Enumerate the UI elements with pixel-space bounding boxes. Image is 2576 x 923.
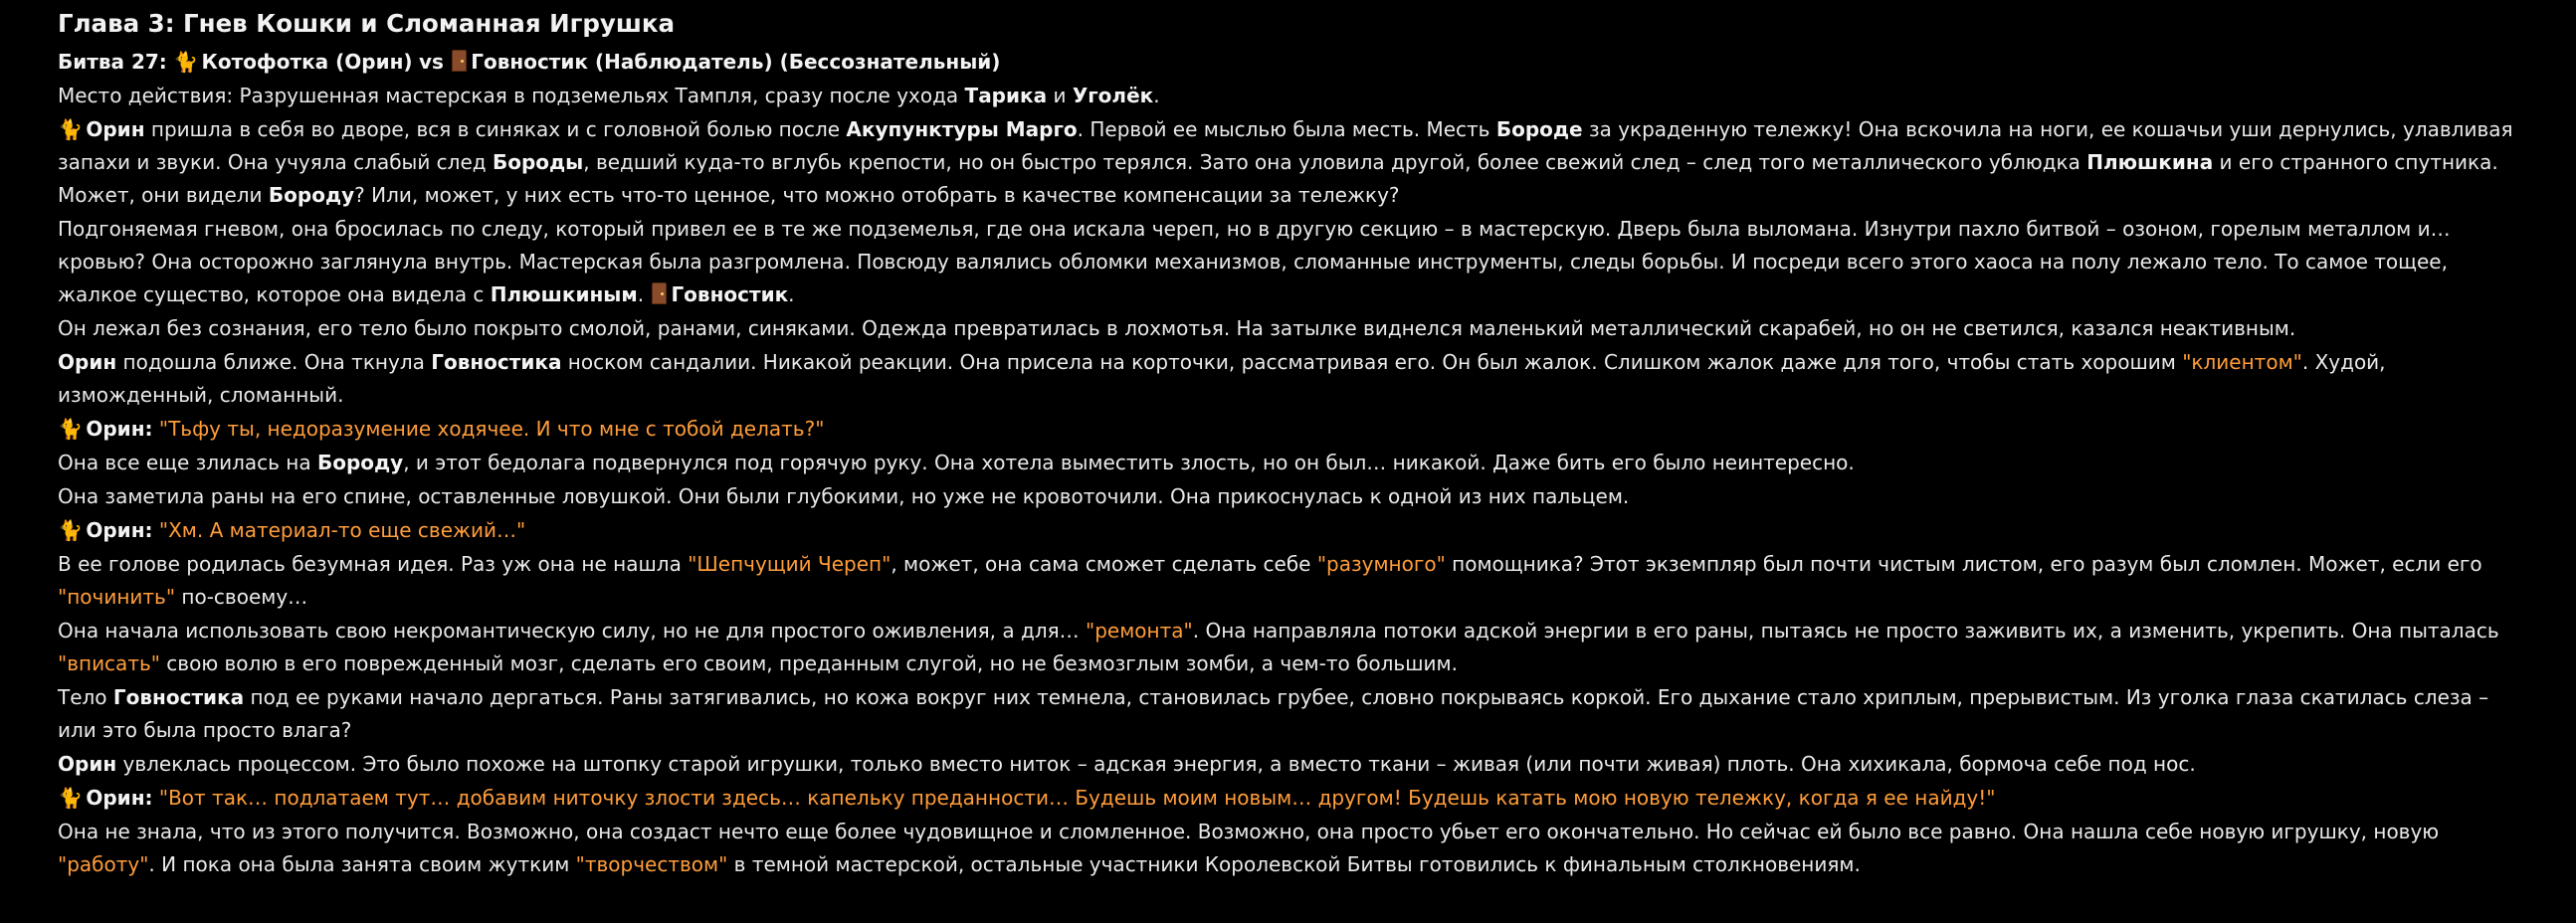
paragraph-10: Орин увлеклась процессом. Это было похоже на штопку старой игрушки, только вместо ниток – адская энергия, а вместо ткани – живая (или почти живая) плоть. Она хихикала, бормоча себе под нос. xyxy=(58,752,2196,776)
paragraph-4: Орин подошла ближе. Она ткнула Говностика носком сандалии. Никакой реакции. Она присела на корточки, рассматривая его. Он был жалок. Слишком жалок даже для того, чтобы стать хорошим "клиентом". Худой, изможденный, сломанный. xyxy=(58,350,2386,407)
paragraph-2: Подгоняемая гневом, она бросилась по следу, который привел ее в те же подземелья, где она искала череп, но в другую секцию – в мастерскую. Дверь была выломана. Изнутри пахло битвой – озоном, горелым металлом и… кровью? Она осторожно заглянула внутрь. Мастерская была разгромлена. Повсюду валялись обломки механизмов, сломанные инструменты, следы борьбы. И посреди всего этого хаоса на полу лежало тело. То самое тощее, жалкое существо, которое она видела с Плюшкиным. Говностик. xyxy=(58,217,2451,306)
paragraph-8: Она начала использовать свою некромантическую силу, но не для простого оживления, а для… "ремонта". Она направляла потоки адской энергии в его раны, пытаясь не просто заживить их, а изменить, укрепить. Она пыталась "вписать" свою волю в его поврежденный мозг, сделать его своим, преданным слугой, но не безмозглым зомби, а чем-то большим. xyxy=(58,619,2499,675)
cat-icon: 🐈 xyxy=(58,786,83,810)
cat-icon: 🐈 xyxy=(173,50,199,74)
name-tarik: Тарика xyxy=(964,84,1048,107)
name-ugolek: Уголёк xyxy=(1072,84,1154,107)
fighter-b: Говностик (Наблюдатель) (Бессознательный) xyxy=(471,50,1001,74)
paragraph-6: Она заметила раны на его спине, оставленные ловушкой. Они были глубокими, но уже не кровоточили. Она прикоснулась к одной из них пальцем. xyxy=(58,484,1630,508)
paragraph-9: Тело Говностика под ее руками начало дергаться. Раны затягивались, но кожа вокруг них темнела, становилась грубее, словно покрываясь коркой. Его дыхание стало хриплым, прерывистым. Из уголка глаза скатилась слеза – или это была просто влага? xyxy=(58,685,2489,742)
paragraph-5: Она все еще злилась на Бороду, и этот бедолага подвернулся под горячую руку. Она хотела выместить злость, но он был… никакой. Даже бить его было неинтересно. xyxy=(58,451,1855,474)
paragraph-7: В ее голове родилась безумная идея. Раз уж она не нашла "Шепчущий Череп", может, она сама сможет сделать себе "разумного" помощника? Этот экземпляр был почти чистым листом, его разум был сломлен. Может, если его "починить" по-своему… xyxy=(58,552,2482,609)
chapter-title: Глава 3: Гнев Кошки и Сломанная Игрушка xyxy=(58,9,676,38)
dialogue-2: 🐈 Орин: "Хм. А материал-то еще свежий…" xyxy=(58,514,2518,547)
paragraph-3: Он лежал без сознания, его тело было покрыто смолой, ранами, синяками. Одежда превратилась в лохмотья. На затылке виднелся маленький металлический скарабей, но он не светился, казался неактивным. xyxy=(58,316,2296,340)
cat-icon: 🐈 xyxy=(58,117,83,141)
fighter-a: Котофотка (Орин) xyxy=(201,50,413,74)
dialogue-1: 🐈 Орин: "Тьфу ты, недоразумение ходячее. И что мне с тобой делать?" xyxy=(58,413,2518,446)
battle-header xyxy=(58,46,2518,79)
vs-label: vs xyxy=(418,50,444,74)
cat-icon: 🐈 xyxy=(58,417,83,441)
cat-icon: 🐈 xyxy=(58,518,83,542)
door-icon xyxy=(452,50,467,72)
paragraph-1: 🐈 Орин пришла в себя во дворе, вся в синяках и с головной болью после Акупунктуры Марго. Первой ее мыслью была месть. Месть Бороде за украденную тележку! Она вскочила на ноги, ее кошачьи уши дернулись, улавливая запахи и звуки. Она учуяла слабый след Бороды, ведший куда-то вглубь крепости, но он быстро терялся. Зато она уловила другой, более свежий след – след того металлического ублюдка Плюшкина и его странного спутника. Может, они видели Бороду? Или, может, у них есть что-то ценное, что можно отобрать в качестве компенсации за тележку? xyxy=(58,113,2518,212)
dialogue-3: 🐈 Орин: "Вот так… подлатаем тут… добавим ниточку злости здесь… капельку преданности… Будешь моим новым… другом! Будешь катать мою новую тележку, когда я ее найду!" xyxy=(58,782,2518,815)
door-icon xyxy=(652,282,667,304)
location-line: Место действия: Разрушенная мастерская в подземельях Тампля, сразу после ухода Тарика и Уголёк. xyxy=(58,84,1160,107)
battle-prefix: Битва 27: xyxy=(58,50,167,74)
paragraph-11: Она не знала, что из этого получится. Возможно, она создаст нечто еще более чудовищное и сломленное. Возможно, она просто убьет его окончательно. Но сейчас ей было все равно. Она нашла себе новую игрушку, новую "работу". И пока она была занята своим жутким "творчеством" в темной мастерской, остальные участники Королевской Битвы готовились к финальным столкновениям. xyxy=(58,820,2440,876)
